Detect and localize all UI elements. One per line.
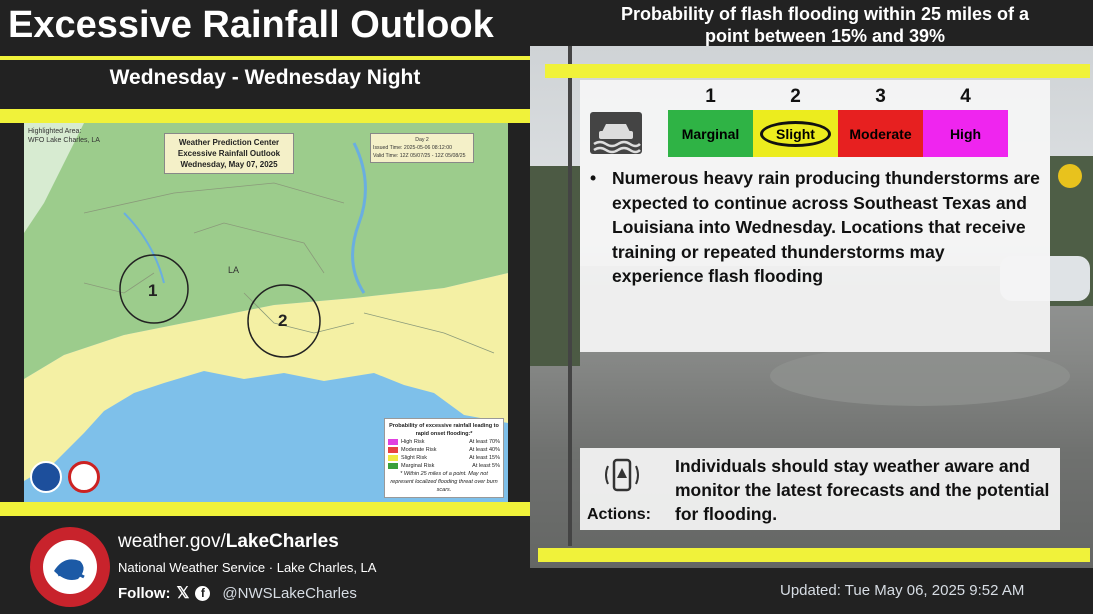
- noaa-logo: [30, 461, 62, 493]
- legend-swatch: [388, 447, 398, 453]
- risk-label: Moderate: [849, 125, 912, 142]
- map-top-bar: [0, 109, 530, 123]
- zone-2-label: 2: [278, 311, 288, 330]
- legend-title: Probability of excessive rainfall leading to rapid onset flooding:*: [389, 423, 499, 437]
- legend-row-slight: [388, 454, 500, 462]
- state-label: LA: [228, 265, 240, 275]
- risk-label-selected: Slight: [760, 121, 831, 147]
- legend-label: Slight Risk: [401, 455, 427, 461]
- highlighted-area-label: Highlighted Area:: [28, 128, 82, 135]
- zone-1-label: 1: [148, 281, 158, 300]
- issued-valid-box: [370, 133, 474, 163]
- risk-level-numbers: [668, 86, 1008, 108]
- risk-label: High: [949, 125, 982, 142]
- valid-time: Valid Time: 12Z 05/07/25 - 12Z 05/08/25: [373, 153, 466, 159]
- updated-timestamp: Updated: Tue May 06, 2025 9:52 AM: [780, 582, 1025, 599]
- x-icon[interactable]: 𝕏: [176, 585, 190, 602]
- highlighted-area-value: WFO Lake Charles, LA: [28, 137, 100, 144]
- risk-scale: [668, 110, 1008, 157]
- forecast-period: Wednesday - Wednesday Night: [109, 66, 421, 89]
- discussion-text: Numerous heavy rain producing thunderstorms are expected to continue across Southeast Texas and Louisiana into Wednesday. Locations that receive training or repeated thunderstorms may experience flash flooding: [612, 168, 1040, 286]
- issued-time: Issued Time: 2025-05-06 08:12:00: [373, 145, 453, 151]
- legend-swatch: [388, 455, 398, 461]
- risk-number: 3: [875, 86, 886, 107]
- legend-row-marginal: [388, 462, 500, 470]
- bullet-dot-icon: •: [590, 168, 597, 188]
- photo-top-bar: [545, 64, 1090, 78]
- legend-row-high: [388, 438, 500, 446]
- phone-alert-icon: [600, 456, 644, 501]
- legend-label: Moderate Risk: [401, 447, 437, 453]
- map-bottom-bar: [0, 502, 530, 516]
- discussion-bullet: [590, 166, 1040, 289]
- wpc-line-2: Excessive Rainfall Outlook: [177, 149, 281, 158]
- actions-label: Actions:: [587, 506, 651, 523]
- wpc-line-1: Weather Prediction Center: [178, 138, 280, 147]
- social-handle[interactable]: @NWSLakeCharles: [222, 584, 357, 602]
- map-legend: [384, 418, 504, 498]
- legend-label: Marginal Risk: [401, 463, 435, 469]
- social-follow: [118, 583, 357, 603]
- photo-bottom-bar: [538, 548, 1090, 562]
- risk-level-marginal: [668, 110, 753, 157]
- website-link[interactable]: [118, 531, 339, 553]
- legend-swatch: [388, 463, 398, 469]
- follow-label: Follow:: [118, 584, 171, 602]
- legend-label: High Risk: [401, 439, 425, 445]
- title-underline: [0, 56, 530, 60]
- actions-text: Individuals should stay weather aware and monitor the latest forecasts and the potential for flooding.: [675, 456, 1050, 524]
- legend-value: At least 40%: [469, 447, 500, 453]
- risk-number: 2: [790, 86, 801, 107]
- risk-number: 4: [960, 86, 971, 107]
- flood-car-icon: [590, 112, 642, 154]
- risk-label: Marginal: [681, 125, 740, 142]
- nws-logo: [28, 525, 112, 614]
- day-label: Day 2: [415, 137, 429, 143]
- legend-swatch: [388, 439, 398, 445]
- rainfall-outlook-map: [24, 123, 508, 502]
- website-prefix: weather.gov/: [118, 531, 226, 552]
- website-office: LakeCharles: [225, 531, 339, 552]
- facebook-icon[interactable]: f: [195, 586, 210, 601]
- risk-level-moderate: [838, 110, 923, 157]
- probability-heading: Probability of flash flooding within 25 miles of a point between 15% and 39%: [620, 4, 1030, 46]
- legend-value: At least 5%: [472, 463, 500, 469]
- risk-level-slight: [753, 110, 838, 157]
- nws-logo-small: [68, 461, 100, 493]
- risk-number: 1: [705, 86, 716, 107]
- legend-value: At least 70%: [469, 439, 500, 445]
- wpc-title-box: [164, 133, 294, 174]
- office-name: National Weather Service · Lake Charles, LA: [118, 560, 377, 575]
- wpc-line-3: Wednesday, May 07, 2025: [180, 160, 278, 169]
- legend-note: * Within 25 miles of a point. May not represent localized flooding threat over burn scars.: [390, 471, 498, 493]
- page-title: Excessive Rainfall Outlook: [8, 4, 494, 46]
- legend-row-moderate: [388, 446, 500, 454]
- highlighted-area-box: [28, 127, 100, 145]
- legend-value: At least 15%: [469, 455, 500, 461]
- risk-level-high: [923, 110, 1008, 157]
